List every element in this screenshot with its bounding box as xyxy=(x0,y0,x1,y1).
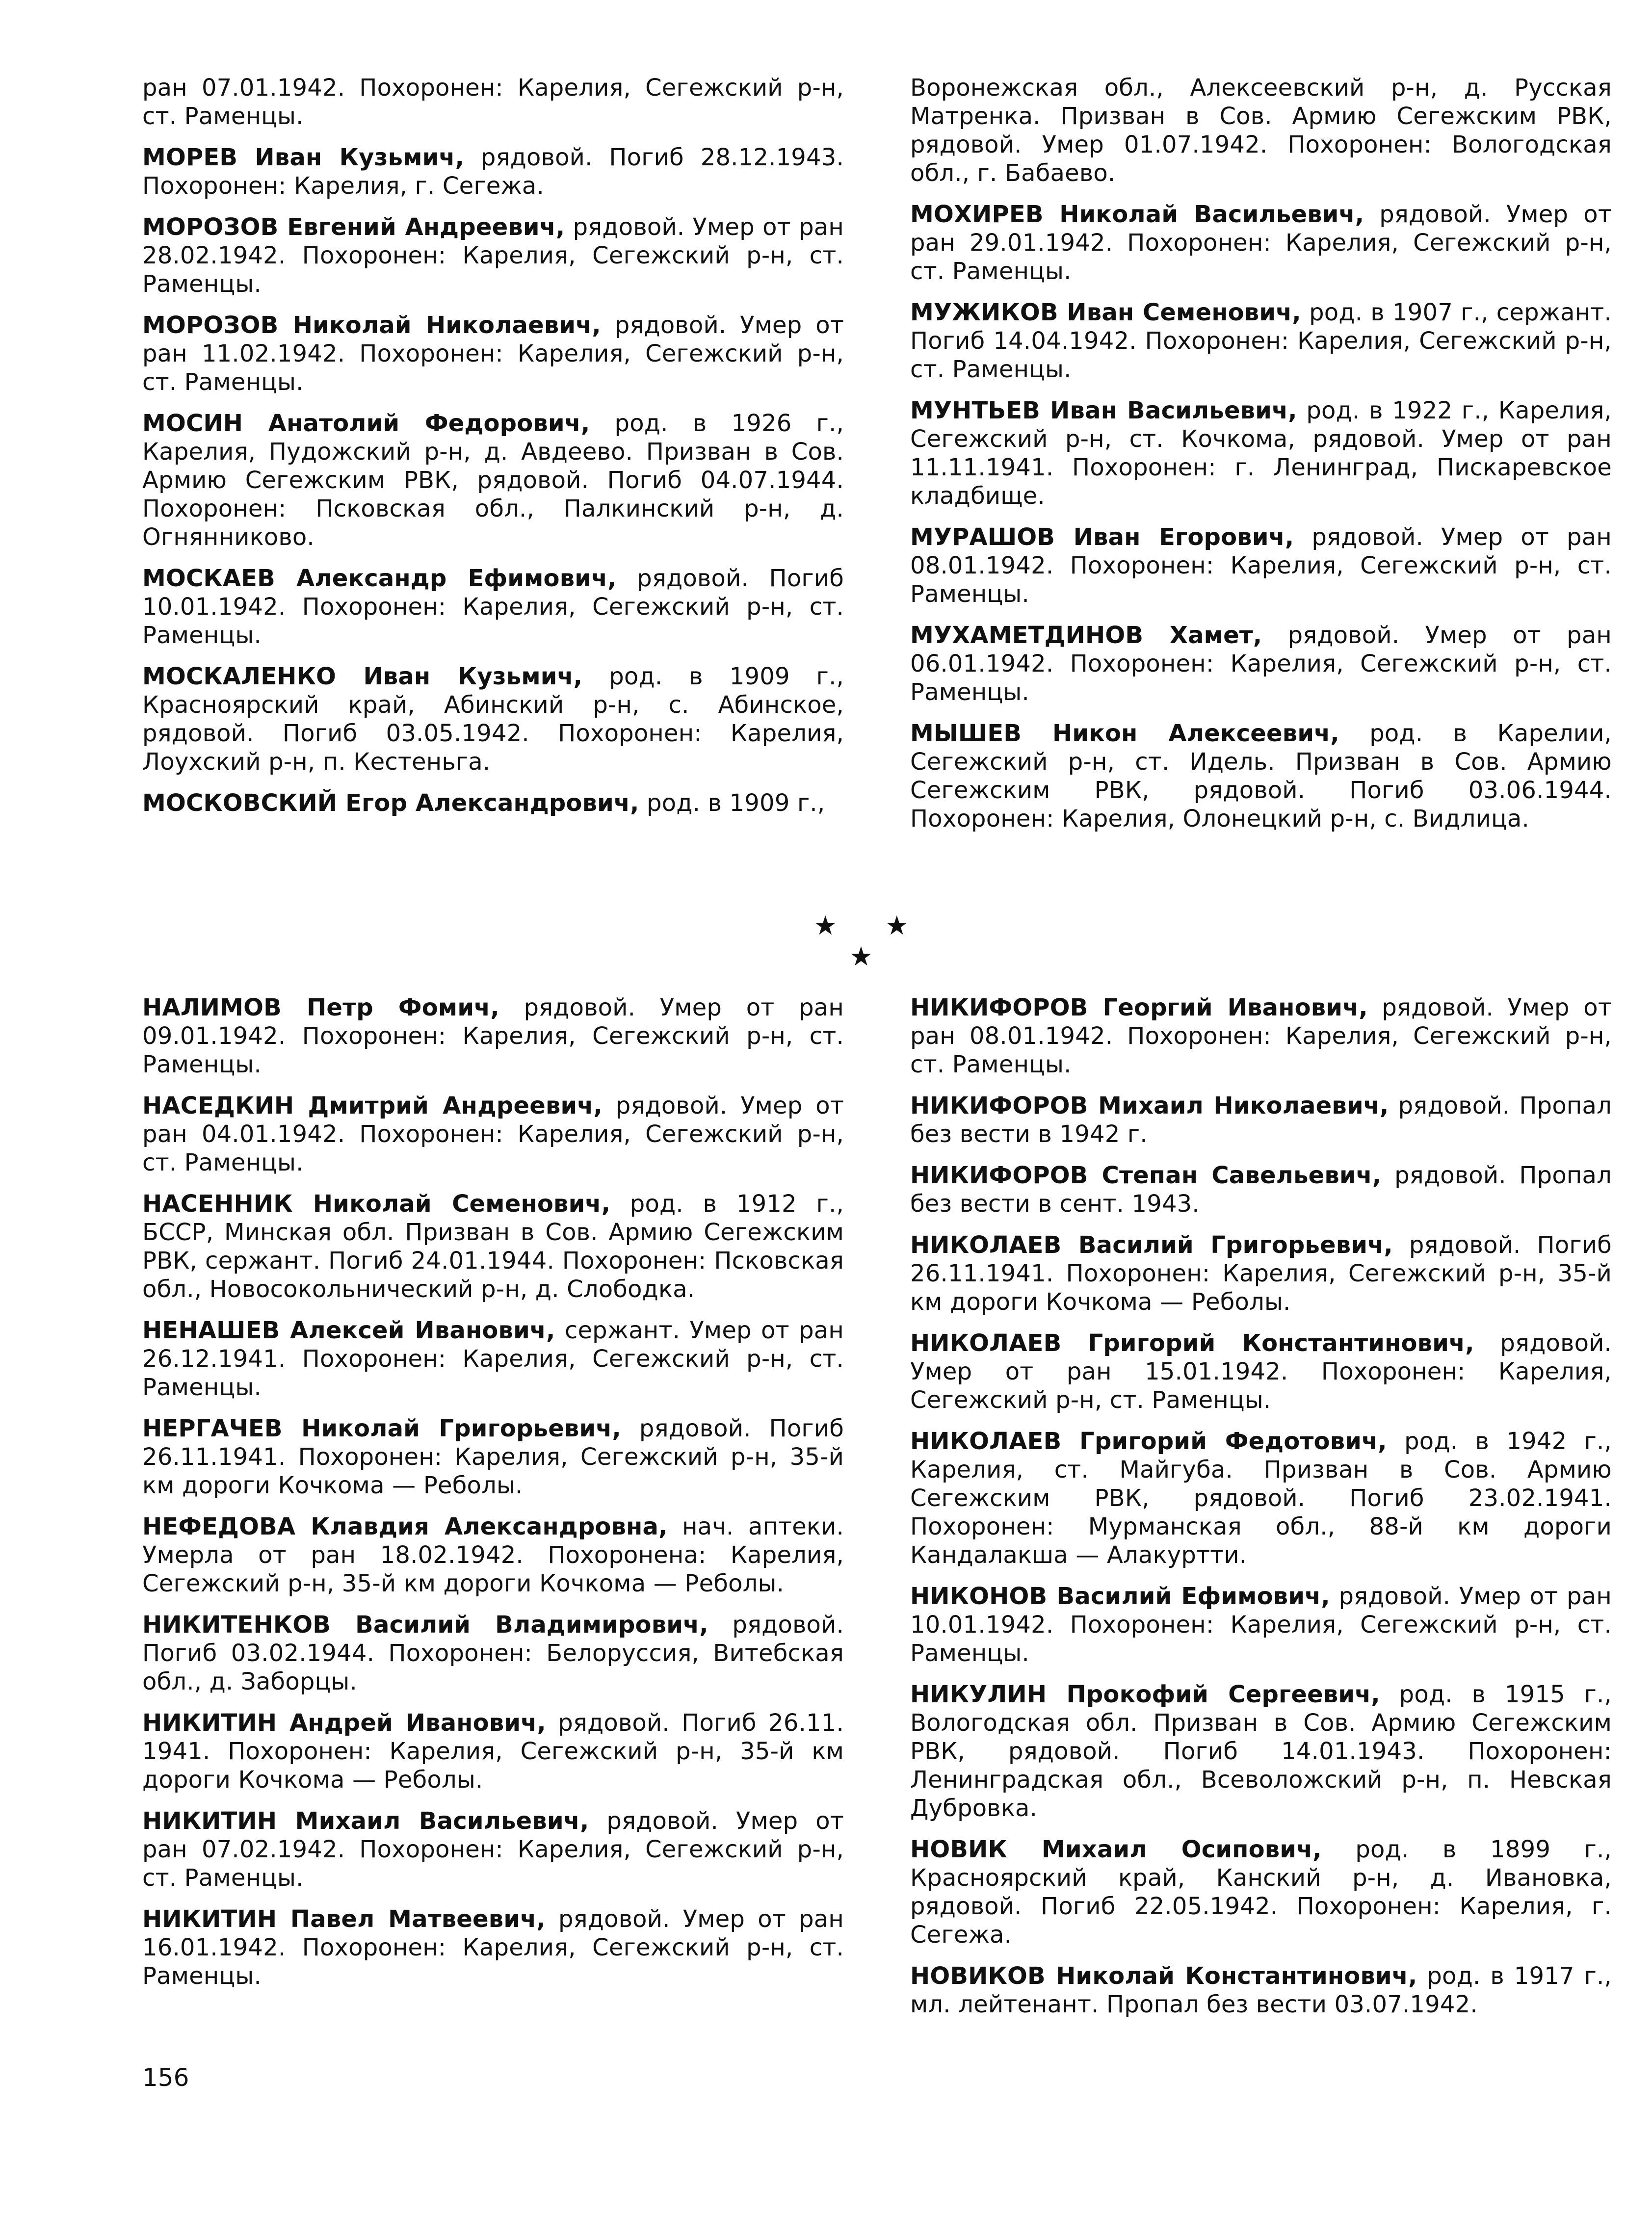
bottom-right-column xyxy=(910,993,1612,2031)
entry-text: рядовой. Умер от ран 08.01.1942. Похоронен: Карелия, Сегежский р-н, ст. Раменцы. xyxy=(910,994,1612,1078)
entry-text: род. в 1907 г., сержант. Погиб 14.04.1942. Похоронен: Карелия, Сегежский р-н, ст. Раменцы. xyxy=(910,299,1612,383)
entry xyxy=(910,1231,1612,1316)
entry-text: ран 07.01.1942. Похоронен: Карелия, Сегежский р-н, ст. Раменцы. xyxy=(142,74,844,130)
entry-name: МОРОЗОВ Евгений Андреевич, xyxy=(142,213,565,241)
entry-text: род. в 1926 г., Карелия, Пудожский р-н, д. Авдеево. Призван в Сов. Армию Сегежским РВК, рядовой. Погиб 04.07.1944. Похоронен: Псковская обл., Палкинский р-н, д. Огнянниково. xyxy=(142,410,844,551)
entry-text: род. в 1909 г., xyxy=(639,789,825,817)
entry xyxy=(142,1092,844,1177)
entry xyxy=(142,1709,844,1794)
entry-text: рядовой. Пропал без вести в сент. 1943. xyxy=(910,1162,1612,1218)
entry xyxy=(910,621,1612,706)
entry-text: нач. аптеки. Умерла от ран 18.02.1942. Похоронена: Карелия, Сегежский р-н, 35-й км дороги Кочкома — Реболы. xyxy=(142,1513,844,1597)
entry-name: НИКУЛИН Прокофий Сергеевич, xyxy=(910,1681,1380,1708)
entry xyxy=(910,1092,1612,1148)
entry-text: род. в 1922 г., Карелия, Сегежский р-н, ст. Кочкома, рядовой. Умер от ран 11.11.1941. Похоронен: г. Ленинград, Пискаревское кладбище. xyxy=(910,397,1612,510)
entry-name: НЕФЕДОВА Клавдия Александровна, xyxy=(142,1513,668,1540)
entry-name: МОХИРЕВ Николай Васильевич, xyxy=(910,201,1364,228)
entry-name: НИКИТИН Павел Матвеевич, xyxy=(142,1905,546,1933)
entry-name: МОСИН Анатолий Федорович, xyxy=(142,410,590,437)
entry-text: рядовой. Пропал без вести в 1942 г. xyxy=(910,1092,1612,1148)
entry-name: НИКИТИН Михаил Васильевич, xyxy=(142,1807,589,1835)
entry-text: рядовой. Умер от ран 29.01.1942. Похоронен: Карелия, Сегежский р-н, ст. Раменцы. xyxy=(910,201,1612,285)
entry xyxy=(142,789,844,817)
entry-name: МОСКАЕВ Александр Ефимович, xyxy=(142,565,617,592)
entry-name: НОВИК Михаил Осипович, xyxy=(910,1836,1322,1863)
entry xyxy=(142,1414,844,1500)
entry-text: рядовой. Умер от ран 28.02.1942. Похоронен: Карелия, Сегежский р-н, ст. Раменцы. xyxy=(142,213,844,298)
entry xyxy=(142,213,844,298)
entry xyxy=(142,564,844,650)
entry-name: НИКИТИН Андрей Иванович, xyxy=(142,1709,546,1737)
entry xyxy=(910,200,1612,286)
entry xyxy=(910,1680,1612,1822)
entry xyxy=(910,1427,1612,1569)
entry-text: рядовой. Погиб 26.11.1941. Похоронен: Карелия, Сегежский р-н, 35-й км дороги Кочкома — Реболы. xyxy=(142,1415,844,1499)
entry xyxy=(142,1512,844,1598)
section-separator: ★ ★ ★ xyxy=(813,910,928,972)
entry-text: рядовой. Умер от ран 06.01.1942. Похоронен: Карелия, Сегежский р-н, ст. Раменцы. xyxy=(910,622,1612,706)
entry xyxy=(910,298,1612,384)
entry xyxy=(910,74,1612,187)
entry-text: рядовой. Умер от ран 04.01.1942. Похоронен: Карелия, Сегежский р-н, ст. Раменцы. xyxy=(142,1092,844,1176)
entry-text: род. в 1915 г., Вологодская обл. Призван в Сов. Армию Сегежским РВК, рядовой. Погиб 14.01.1943. Похоронен: Ленинградская обл., Всеволожский р-н, п. Невская Дубровка. xyxy=(910,1681,1612,1822)
entry xyxy=(142,143,844,200)
entry-name: НОВИКОВ Николай Константинович, xyxy=(910,1962,1417,1990)
entry xyxy=(910,523,1612,608)
entry-name: НИКОЛАЕВ Григорий Федотович, xyxy=(910,1428,1387,1455)
entry-text: род. в 1942 г., Карелия, ст. Майгуба. Призван в Сов. Армию Сегежским РВК, рядовой. Погиб 23.02.1941. Похоронен: Мурманская обл., 88-й км дороги Кандалакша — Алакуртти. xyxy=(910,1428,1612,1569)
entry-name: МУНТЬЕВ Иван Васильевич, xyxy=(910,397,1297,424)
top-left-column xyxy=(142,74,844,830)
entry-text: род. в 1917 г., мл. лейтенант. Пропал без вести 03.07.1942. xyxy=(910,1962,1612,2018)
entry-name: МУЖИКОВ Иван Семенович, xyxy=(910,299,1301,326)
entry-name: НАСЕННИК Николай Семенович, xyxy=(142,1190,610,1218)
entry-text: рядовой. Умер от ран 09.01.1942. Похоронен: Карелия, Сегежский р-н, ст. Раменцы. xyxy=(142,994,844,1078)
entry xyxy=(910,1835,1612,1949)
entry xyxy=(910,993,1612,1079)
entry xyxy=(910,719,1612,833)
entry-name: НЕНАШЕВ Алексей Иванович, xyxy=(142,1317,555,1344)
entry-name: НАЛИМОВ Петр Фомич, xyxy=(142,994,499,1021)
entry-text: рядовой. Умер от ран 15.01.1942. Похоронен: Карелия, Сегежский р-н, ст. Раменцы. xyxy=(910,1329,1612,1414)
entry-text: рядовой. Умер от ран 16.01.1942. Похоронен: Карелия, Сегежский р-н, ст. Раменцы. xyxy=(142,1905,844,1990)
entry-text: рядовой. Умер от ран 10.01.1942. Похоронен: Карелия, Сегежский р-н, ст. Раменцы. xyxy=(910,1583,1612,1667)
entry-name: НИКИФОРОВ Михаил Николаевич, xyxy=(910,1092,1389,1120)
entry-text: рядовой. Погиб 10.01.1942. Похоронен: Карелия, Сегежский р-н, ст. Раменцы. xyxy=(142,565,844,649)
entry-name: НИКОЛАЕВ Григорий Константинович, xyxy=(910,1329,1474,1357)
top-right-column xyxy=(910,74,1612,846)
entry-text: рядовой. Погиб 26.11.1941. Похоронен: Карелия, Сегежский р-н, 35-й км дороги Кочкома — Реболы. xyxy=(910,1231,1612,1316)
entry xyxy=(910,396,1612,510)
entry-name: МОСКАЛЕНКО Иван Кузьмич, xyxy=(142,663,583,690)
entry-text: род. в Карелии, Сегежский р-н, ст. Идель. Призван в Сов. Армию Сегежским РВК, рядовой. Погиб 03.06.1944. Похоронен: Карелия, Олонецкий р-н, с. Видлица. xyxy=(910,720,1612,833)
entry xyxy=(910,1161,1612,1218)
entry-text: рядовой. Погиб 03.02.1944. Похоронен: Белоруссия, Витебская обл., д. Заборцы. xyxy=(142,1611,844,1695)
entry-name: МЫШЕВ Никон Алексеевич, xyxy=(910,720,1339,747)
entry xyxy=(142,1807,844,1892)
entry xyxy=(142,1611,844,1696)
entry xyxy=(910,1329,1612,1414)
entry xyxy=(142,1905,844,1990)
entry xyxy=(910,1962,1612,2019)
entry-name: МОРОЗОВ Николай Николаевич, xyxy=(142,312,601,339)
entry-name: НАСЕДКИН Дмитрий Андреевич, xyxy=(142,1092,603,1120)
entry-name: МУРАШОВ Иван Егорович, xyxy=(910,523,1294,551)
entry-text: рядовой. Погиб 28.12.1943. Похоронен: Карелия, г. Сегежа. xyxy=(142,144,844,200)
entry xyxy=(142,409,844,551)
entry-name: МУХАМЕТДИНОВ Хамет, xyxy=(910,622,1262,649)
entry xyxy=(142,311,844,396)
bottom-left-column xyxy=(142,993,844,2003)
page-number: 156 xyxy=(142,2063,189,2092)
entry-text: сержант. Умер от ран 26.12.1941. Похоронен: Карелия, Сегежский р-н, ст. Раменцы. xyxy=(142,1317,844,1401)
entry-name: НИКИФОРОВ Георгий Иванович, xyxy=(910,994,1368,1021)
entry-text: рядовой. Умер от ран 11.02.1942. Похоронен: Карелия, Сегежский р-н, ст. Раменцы. xyxy=(142,312,844,396)
entry-text: род. в 1909 г., Красноярский край, Абинский р-н, с. Абинское, рядовой. Погиб 03.05.1942. Похоронен: Карелия, Лоухский р-н, п. Кестеньга. xyxy=(142,663,844,776)
entry xyxy=(142,74,844,130)
entry xyxy=(142,1190,844,1303)
entry xyxy=(142,1316,844,1402)
entry-name: НЕРГАЧЕВ Николай Григорьевич, xyxy=(142,1415,621,1442)
entry-name: МОРЕВ Иван Кузьмич, xyxy=(142,144,465,171)
entry-name: НИКИФОРОВ Степан Савельевич, xyxy=(910,1162,1382,1189)
entry xyxy=(142,662,844,776)
entry-name: НИКОНОВ Василий Ефимович, xyxy=(910,1583,1330,1610)
entry-text: род. в 1899 г., Красноярский край, Канский р-н, д. Ивановка, рядовой. Погиб 22.05.1942. Похоронен: Карелия, г. Сегежа. xyxy=(910,1836,1612,1949)
entry-text: рядовой. Умер от ран 07.02.1942. Похоронен: Карелия, Сегежский р-н, ст. Раменцы. xyxy=(142,1807,844,1892)
entry-text: Воронежская обл., Алексеевский р-н, д. Русская Матренка. Призван в Сов. Армию Сегежским РВК, рядовой. Умер 01.07.1942. Похоронен: Вологодская обл., г. Бабаево. xyxy=(910,74,1612,187)
entry-text: род. в 1912 г., БССР, Минская обл. Призван в Сов. Армию Сегежским РВК, сержант. Погиб 24.01.1944. Похоронен: Псковская обл., Новосокольнический р-н, д. Слободка. xyxy=(142,1190,844,1303)
entry xyxy=(142,993,844,1079)
entry xyxy=(910,1582,1612,1667)
entry-text: рядовой. Погиб 26.11. 1941. Похоронен: Карелия, Сегежский р-н, 35-й км дороги Кочкома — Реболы. xyxy=(142,1709,844,1794)
entry-text: рядовой. Умер от ран 08.01.1942. Похоронен: Карелия, Сегежский р-н, ст. Раменцы. xyxy=(910,523,1612,608)
entry-name: НИКОЛАЕВ Василий Григорьевич, xyxy=(910,1231,1393,1259)
entry-name: МОСКОВСКИЙ Егор Александрович, xyxy=(142,789,639,817)
entry-name: НИКИТЕНКОВ Василий Владимирович, xyxy=(142,1611,708,1639)
